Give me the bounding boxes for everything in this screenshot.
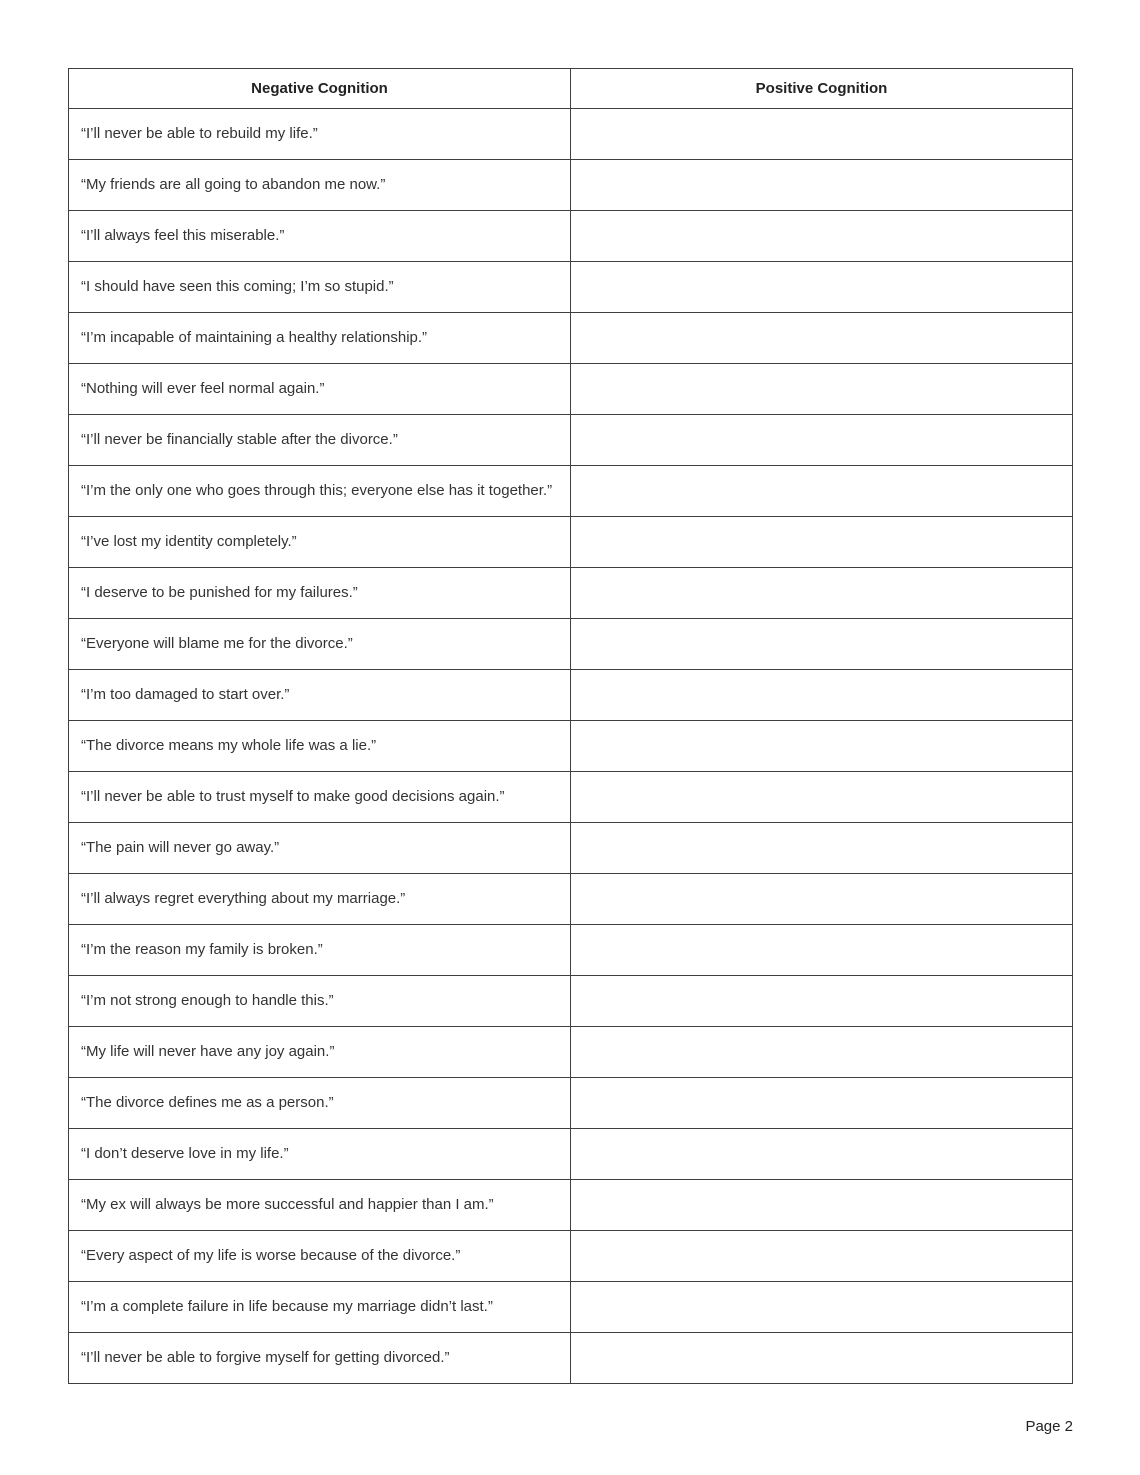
- positive-cognition-cell: [571, 1129, 1073, 1180]
- table-row: [69, 109, 1073, 160]
- table-row: [69, 415, 1073, 466]
- positive-cognition-cell: [571, 568, 1073, 619]
- table-row: [69, 1027, 1073, 1078]
- table-row: [69, 670, 1073, 721]
- table-row: [69, 313, 1073, 364]
- table-row: [69, 721, 1073, 772]
- positive-cognition-cell: [571, 1027, 1073, 1078]
- positive-cognition-cell: [571, 466, 1073, 517]
- negative-cognition-cell: “Everyone will blame me for the divorce.”: [69, 619, 571, 670]
- positive-cognition-cell: [571, 670, 1073, 721]
- positive-cognition-cell: [571, 976, 1073, 1027]
- positive-cognition-cell: [571, 262, 1073, 313]
- negative-cognition-cell: “Every aspect of my life is worse because of the divorce.”: [69, 1231, 571, 1282]
- negative-cognition-cell: “I’ll always feel this miserable.”: [69, 211, 571, 262]
- positive-cognition-cell: [571, 1282, 1073, 1333]
- positive-cognition-cell: [571, 364, 1073, 415]
- positive-cognition-cell: [571, 925, 1073, 976]
- negative-cognition-cell: “Nothing will ever feel normal again.”: [69, 364, 571, 415]
- negative-cognition-cell: “I deserve to be punished for my failures.”: [69, 568, 571, 619]
- negative-cognition-cell: “I’m not strong enough to handle this.”: [69, 976, 571, 1027]
- positive-cognition-cell: [571, 619, 1073, 670]
- positive-cognition-cell: [571, 721, 1073, 772]
- page-number: Page 2: [1025, 1418, 1073, 1435]
- table-row: [69, 1282, 1073, 1333]
- negative-cognition-cell: “I’m the only one who goes through this; everyone else has it together.”: [69, 466, 571, 517]
- positive-cognition-cell: [571, 517, 1073, 568]
- positive-cognition-cell: [571, 160, 1073, 211]
- table-row: [69, 874, 1073, 925]
- table-row: [69, 1078, 1073, 1129]
- negative-cognition-cell: “I’ll always regret everything about my marriage.”: [69, 874, 571, 925]
- negative-cognition-cell: “My friends are all going to abandon me now.”: [69, 160, 571, 211]
- table-row: [69, 1231, 1073, 1282]
- table-row: [69, 211, 1073, 262]
- positive-cognition-cell: [571, 1333, 1073, 1384]
- table-row: [69, 262, 1073, 313]
- positive-cognition-cell: [571, 415, 1073, 466]
- table-row: [69, 160, 1073, 211]
- table-row: [69, 823, 1073, 874]
- negative-cognition-cell: “My ex will always be more successful and happier than I am.”: [69, 1180, 571, 1231]
- positive-cognition-cell: [571, 1231, 1073, 1282]
- table-header-row: [69, 69, 1073, 109]
- table-row: [69, 517, 1073, 568]
- positive-cognition-cell: [571, 874, 1073, 925]
- negative-cognition-cell: “The pain will never go away.”: [69, 823, 571, 874]
- positive-cognition-cell: [571, 1180, 1073, 1231]
- negative-cognition-cell: “I’ve lost my identity completely.”: [69, 517, 571, 568]
- table-row: [69, 1129, 1073, 1180]
- negative-cognition-cell: “The divorce means my whole life was a lie.”: [69, 721, 571, 772]
- table-row: [69, 1180, 1073, 1231]
- cognition-table: [68, 68, 1073, 1384]
- negative-cognition-cell: “I’m too damaged to start over.”: [69, 670, 571, 721]
- table-row: [69, 364, 1073, 415]
- negative-cognition-cell: “I should have seen this coming; I’m so stupid.”: [69, 262, 571, 313]
- negative-cognition-header: Negative Cognition: [69, 69, 571, 109]
- table-row: [69, 976, 1073, 1027]
- table-row: [69, 466, 1073, 517]
- negative-cognition-cell: “I’ll never be able to rebuild my life.”: [69, 109, 571, 160]
- positive-cognition-cell: [571, 313, 1073, 364]
- table-row: [69, 925, 1073, 976]
- positive-cognition-cell: [571, 772, 1073, 823]
- negative-cognition-cell: “I’ll never be able to trust myself to make good decisions again.”: [69, 772, 571, 823]
- table-row: [69, 1333, 1073, 1384]
- negative-cognition-cell: “I’m incapable of maintaining a healthy relationship.”: [69, 313, 571, 364]
- positive-cognition-header: Positive Cognition: [571, 69, 1073, 109]
- negative-cognition-cell: “I’m a complete failure in life because my marriage didn’t last.”: [69, 1282, 571, 1333]
- table-row: [69, 619, 1073, 670]
- table-row: [69, 568, 1073, 619]
- negative-cognition-cell: “I’ll never be financially stable after the divorce.”: [69, 415, 571, 466]
- negative-cognition-cell: “The divorce defines me as a person.”: [69, 1078, 571, 1129]
- positive-cognition-cell: [571, 109, 1073, 160]
- table-row: [69, 772, 1073, 823]
- positive-cognition-cell: [571, 823, 1073, 874]
- negative-cognition-cell: “I’m the reason my family is broken.”: [69, 925, 571, 976]
- negative-cognition-cell: “I’ll never be able to forgive myself for getting divorced.”: [69, 1333, 571, 1384]
- positive-cognition-cell: [571, 1078, 1073, 1129]
- positive-cognition-cell: [571, 211, 1073, 262]
- negative-cognition-cell: “I don’t deserve love in my life.”: [69, 1129, 571, 1180]
- negative-cognition-cell: “My life will never have any joy again.”: [69, 1027, 571, 1078]
